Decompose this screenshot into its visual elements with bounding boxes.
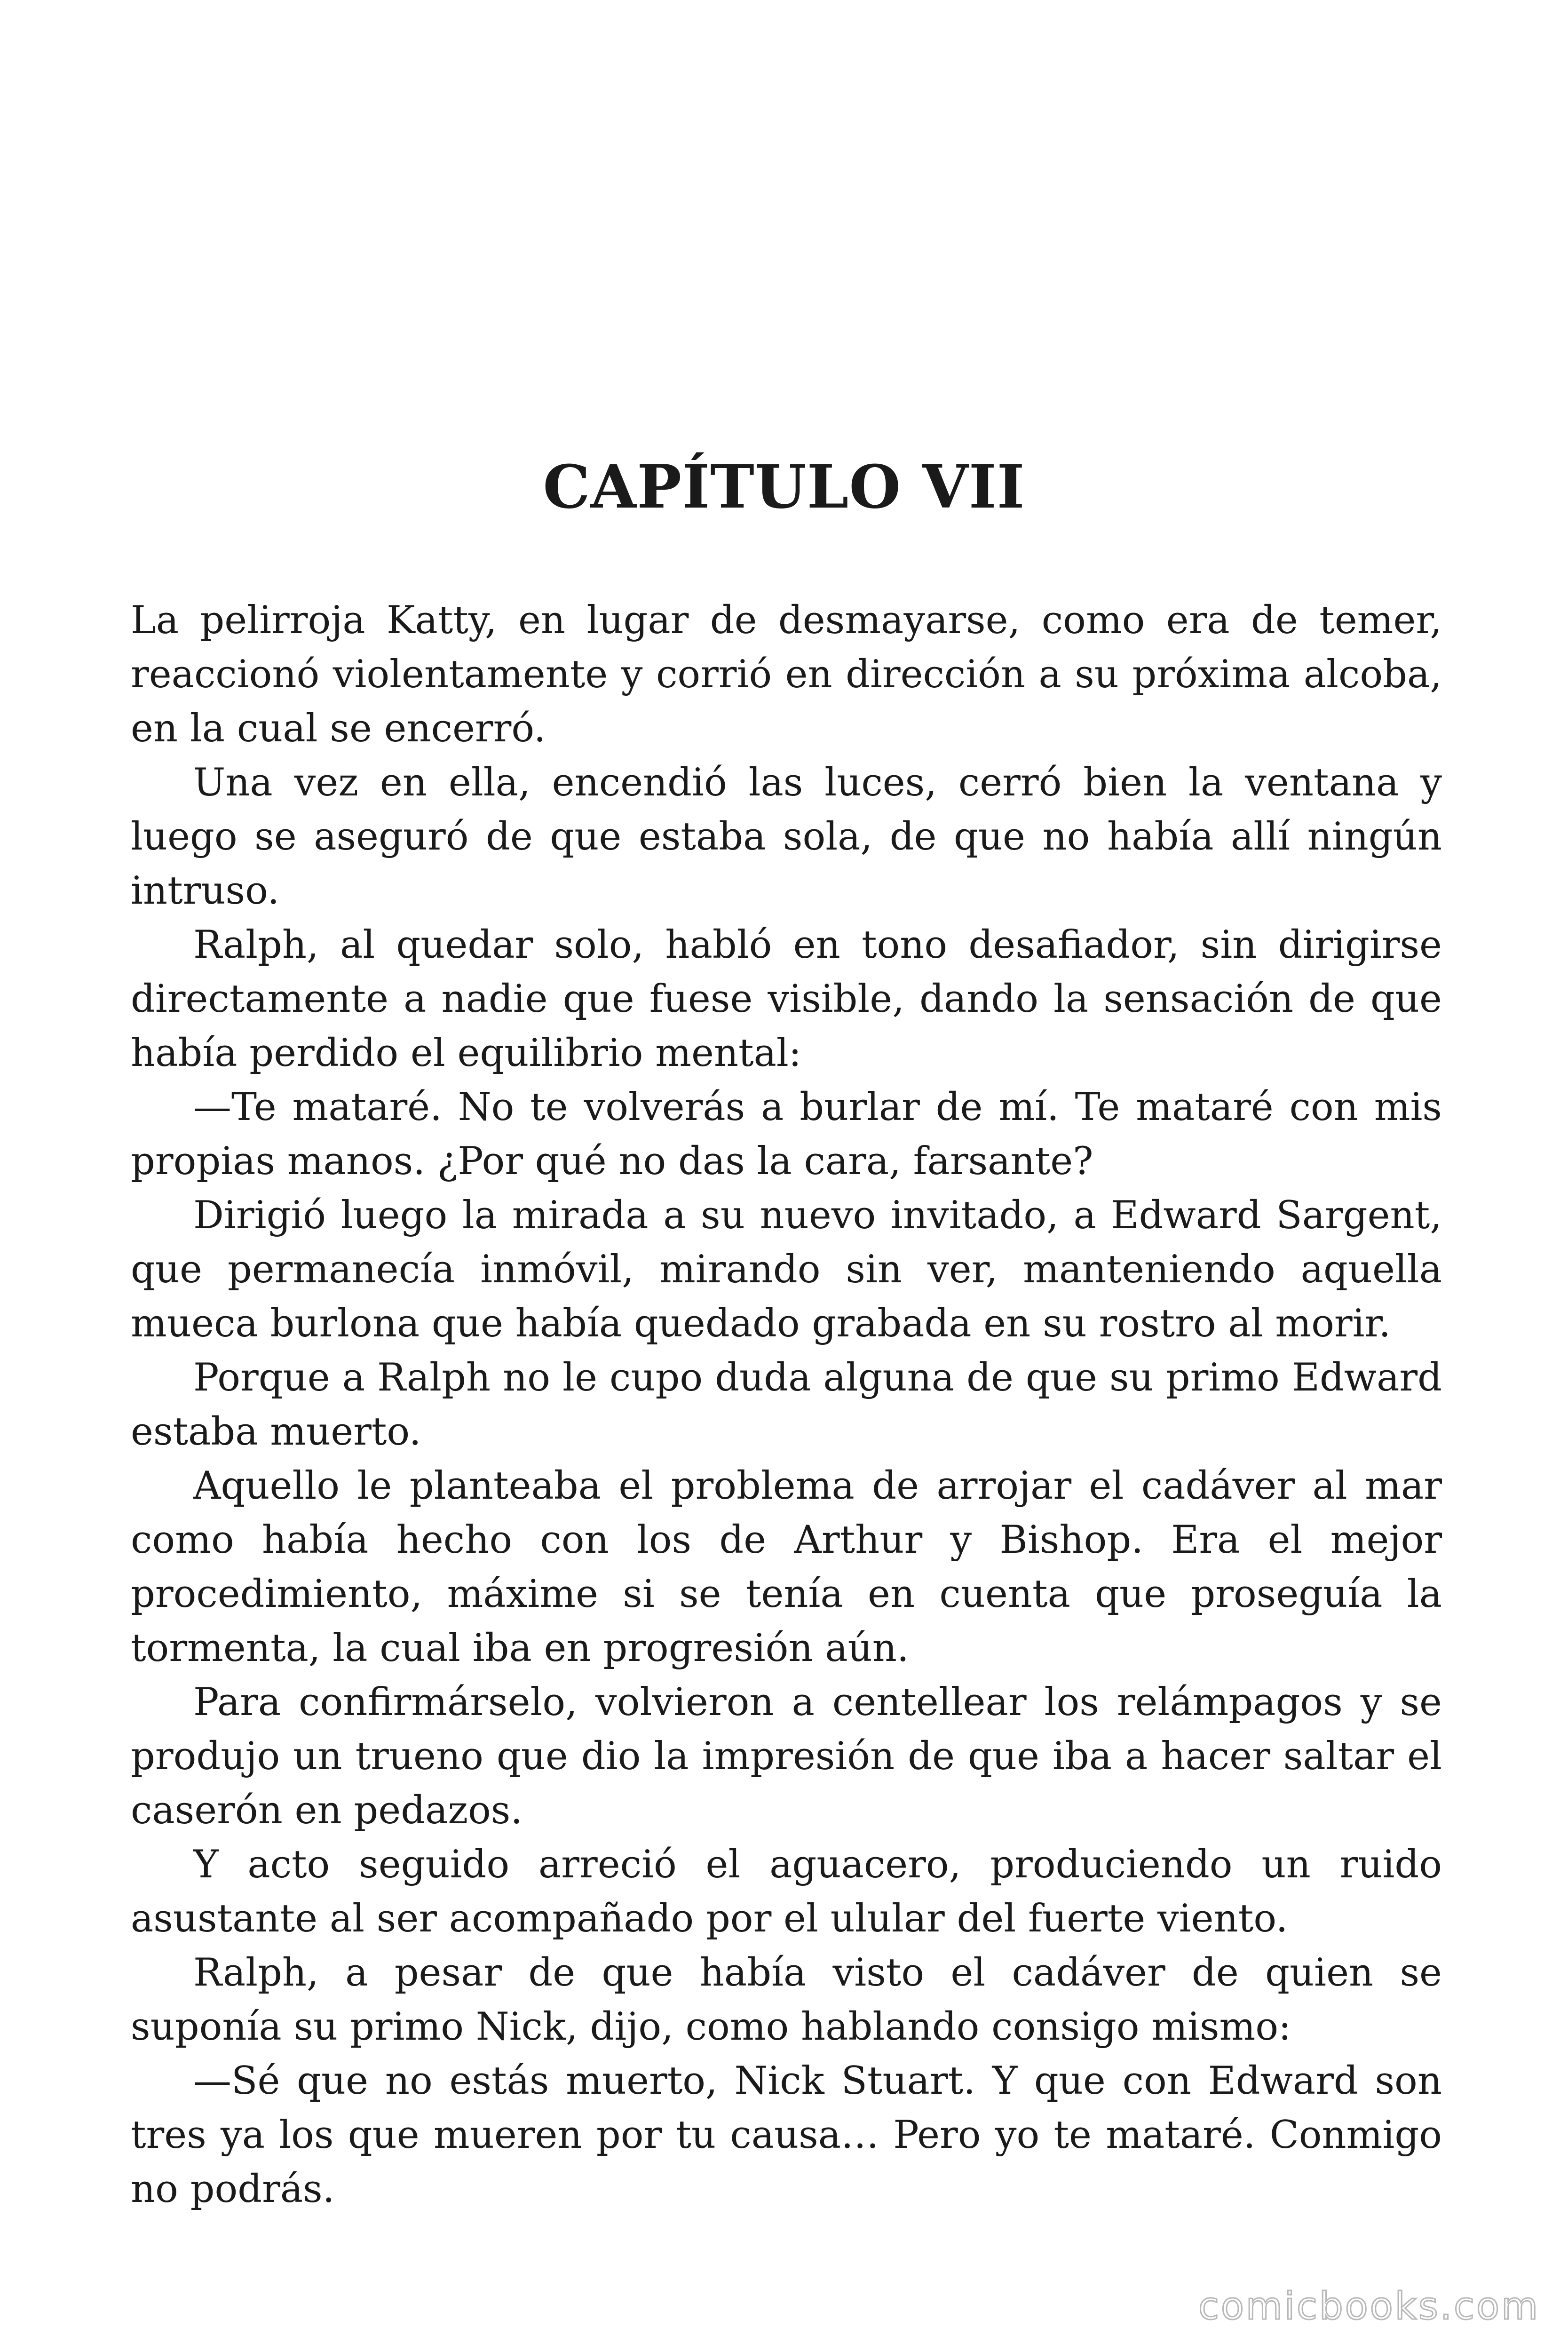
site-watermark: comicbooks.com — [1198, 2284, 1540, 2328]
paragraph: Aquello le planteaba el problema de arrojar el cadáver al mar como había hecho con los de Arthur y Bishop. Era el mejor procedimiento, máxime si se tenía en cuenta que proseguía la tormenta, la cual iba en progresión aún. — [131, 1464, 1442, 1670]
chapter-title: CAPÍTULO VII — [543, 452, 1025, 522]
paragraph: Dirigió luego la mirada a su nuevo invitado, a Edward Sargent, que permanecía inmóvil, mirando sin ver, manteniendo aquella mueca burlona que había quedado grabada en su rostro al morir. — [131, 1193, 1442, 1346]
paragraph: La pelirroja Katty, en lugar de desmayarse, como era de temer, reaccionó violentamente y corrió en dirección a su próxima alcoba, en la cual se encerró. — [131, 598, 1442, 751]
paragraph: Una vez en ella, encendió las luces, cerró bien la ventana y luego se aseguró de que estaba sola, de que no había allí ningún intruso. — [131, 761, 1442, 913]
paragraph: Ralph, al quedar solo, habló en tono desafiador, sin dirigirse directamente a nadie que fuese visible, dando la sensación de que había perdido el equilibrio mental: — [131, 923, 1442, 1075]
dialogue-paragraph: —Sé que no estás muerto, Nick Stuart. Y que con Edward son tres ya los que mueren por tu causa… Pero yo te mataré. Conmigo no podrás. — [131, 2059, 1442, 2211]
paragraph: Porque a Ralph no le cupo duda alguna de que su primo Edward estaba muerto. — [131, 1356, 1442, 1454]
paragraph: Para confirmárselo, volvieron a centellear los relámpagos y se produjo un trueno que dio la impresión de que iba a hacer saltar el caserón en pedazos. — [131, 1680, 1442, 1833]
paragraph: Ralph, a pesar de que había visto el cadáver de quien se suponía su primo Nick, dijo, como hablando consigo mismo: — [131, 1951, 1442, 2049]
paragraph: Y acto seguido arreció el aguacero, produciendo un ruido asustante al ser acompañado por el ulular del fuerte viento. — [131, 1843, 1442, 1941]
chapter-body — [131, 594, 1442, 2217]
dialogue-paragraph: —Te mataré. No te volverás a burlar de mí. Te mataré con mis propias manos. ¿Por qué no das la cara, farsante? — [131, 1085, 1442, 1184]
